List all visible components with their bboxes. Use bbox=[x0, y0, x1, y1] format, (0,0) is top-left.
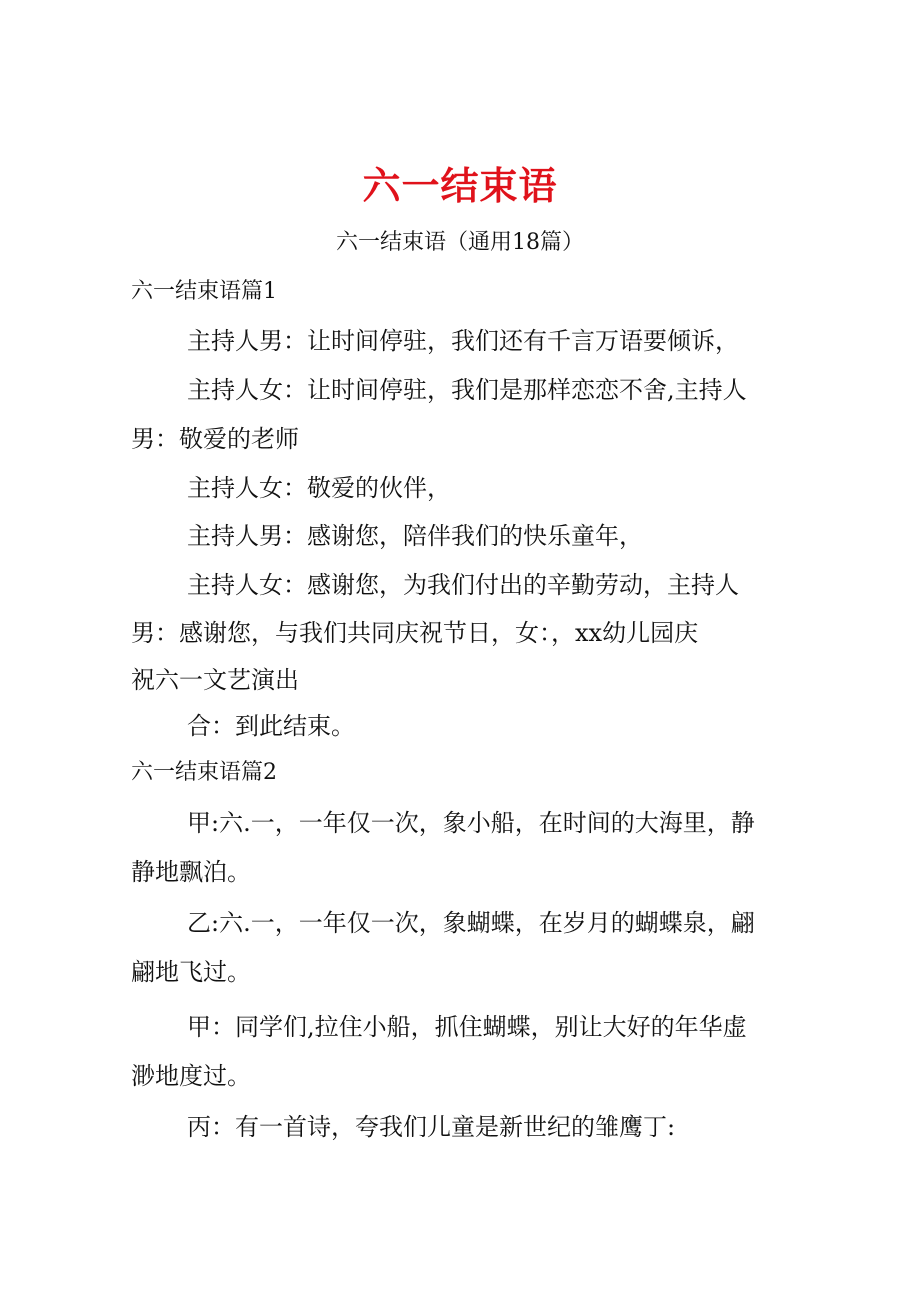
section-heading-1: 六一结束语篇1 bbox=[131, 279, 277, 304]
paragraph-line: 丙：有一首诗，夸我们儿童是新世纪的雏鹰丁: bbox=[187, 1113, 676, 1141]
paragraph-line: 翩地飞过。 bbox=[131, 958, 251, 986]
paragraph-line: 甲:六.一，一年仅一次，象小船，在时间的大海里，静 bbox=[187, 809, 755, 837]
document-title: 六一结束语 bbox=[362, 164, 558, 208]
paragraph-line: 甲：同学们,拉住小船，抓住蝴蝶，别让大好的年华虚 bbox=[187, 1013, 747, 1041]
paragraph-line: 主持人男：感谢您，陪伴我们的快乐童年， bbox=[187, 522, 643, 550]
paragraph-line: 主持人女：敬爱的伙伴， bbox=[187, 474, 451, 502]
paragraph-line: 男：敬爱的老师 bbox=[131, 425, 299, 453]
paragraph-line: 乙:六.一，一年仅一次，象蝴蝶，在岁月的蝴蝶泉，翩 bbox=[187, 909, 755, 937]
paragraph-line: 主持人男：让时间停驻，我们还有千言万语要倾诉， bbox=[187, 327, 739, 355]
paragraph-line: 渺地度过。 bbox=[131, 1062, 251, 1090]
paragraph-line: 主持人女：感谢您，为我们付出的辛勤劳动，主持人 bbox=[187, 571, 739, 599]
paragraph-line: 静地飘泊。 bbox=[131, 858, 251, 886]
document-subtitle: 六一结束语（通用18篇） bbox=[336, 230, 584, 255]
paragraph-line: 男：感谢您，与我们共同庆祝节日，女：，xx幼儿园庆 bbox=[131, 619, 699, 647]
section-heading-2: 六一结束语篇2 bbox=[131, 760, 277, 785]
paragraph-line: 合：到此结束。 bbox=[187, 712, 355, 740]
paragraph-line: 祝六一文艺演出 bbox=[131, 666, 299, 694]
paragraph-line: 主持人女：让时间停驻，我们是那样恋恋不舍,主持人 bbox=[187, 376, 747, 404]
